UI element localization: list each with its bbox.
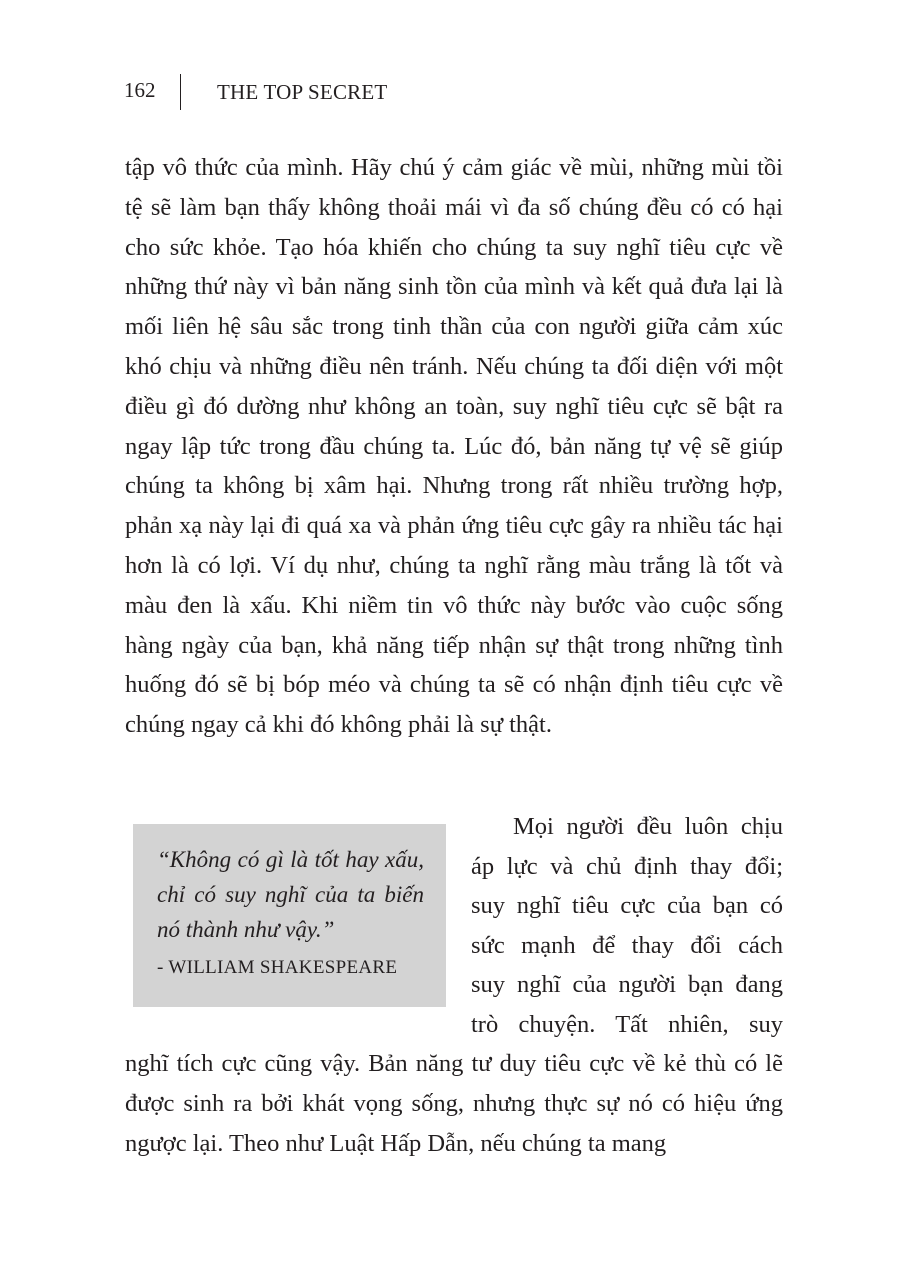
side-text-line: sức mạnh để thay đổi cách bbox=[471, 931, 783, 959]
side-text-line: suy nghĩ của người bạn đang bbox=[471, 971, 783, 998]
running-title: THE TOP SECRET bbox=[217, 80, 388, 104]
body-paragraph-1: tập vô thức của mình. Hãy chú ý cảm giác về mùi, những mùi tồi tệ sẽ làm bạn thấy không thoải mái vì đa số chúng đều có có hại cho sức khỏe. Tạo hóa khiến cho chúng ta suy nghĩ tiêu cực về những thứ này vì bản năng sinh tồn của mình và kết quả đưa lại là mối liên hệ sâu sắc trong tinh thần của con người giữa cảm xúc khó chịu và những điều nên tránh. Nếu chúng ta đối diện với một điều gì đó dường như không an toàn, suy nghĩ tiêu cực sẽ bật ra ngay lập tức trong đầu chúng ta. Lúc đó, bản năng tự vệ sẽ giúp chúng ta không bị xâm hại. Nhưng trong rất nhiều trường hợp, phản xạ này lại đi quá xa và phản ứng tiêu cực gây ra nhiều tác hại hơn là có lợi. Ví dụ như, chúng ta nghĩ rằng màu trắng là tốt và màu đen là xấu. Khi niềm tin vô thức này bước vào cuộc sống hàng ngày của bạn, khả năng tiếp nhận sự thật trong những tình huống đó sẽ bị bóp méo và chúng ta sẽ có nhận định tiêu cực về chúng ngay cả khi đó không phải là sự thật. bbox=[125, 154, 783, 739]
page-header bbox=[124, 74, 387, 110]
page-number: 162 bbox=[124, 78, 156, 102]
side-text-line: Mọi người đều luôn chịu bbox=[513, 813, 783, 840]
quote-author: - WILLIAM SHAKESPEARE bbox=[157, 957, 398, 978]
body-paragraph-2-rest: nghĩ tích cực cũng vậy. Bản năng tư duy tiêu cực về kẻ thù có lẽ được sinh ra bởi khát vọng sống, nhưng thực sự nó có hiệu ứng ngược lại. Theo như Luật Hấp Dẫn, nếu chúng ta mang bbox=[125, 1050, 783, 1157]
side-text-line: trò chuyện. Tất nhiên, suy bbox=[471, 1010, 783, 1038]
side-text-line: áp lực và chủ định thay đổi; bbox=[471, 852, 783, 880]
quote-text: “Không có gì là tốt hay xấu, chỉ có suy nghĩ của ta biến nó thành như vậy.” bbox=[157, 847, 424, 942]
body-paragraph-2-side bbox=[471, 807, 783, 1044]
side-text-line: suy nghĩ tiêu cực của bạn có bbox=[471, 892, 783, 919]
pull-quote-box bbox=[133, 824, 446, 1007]
